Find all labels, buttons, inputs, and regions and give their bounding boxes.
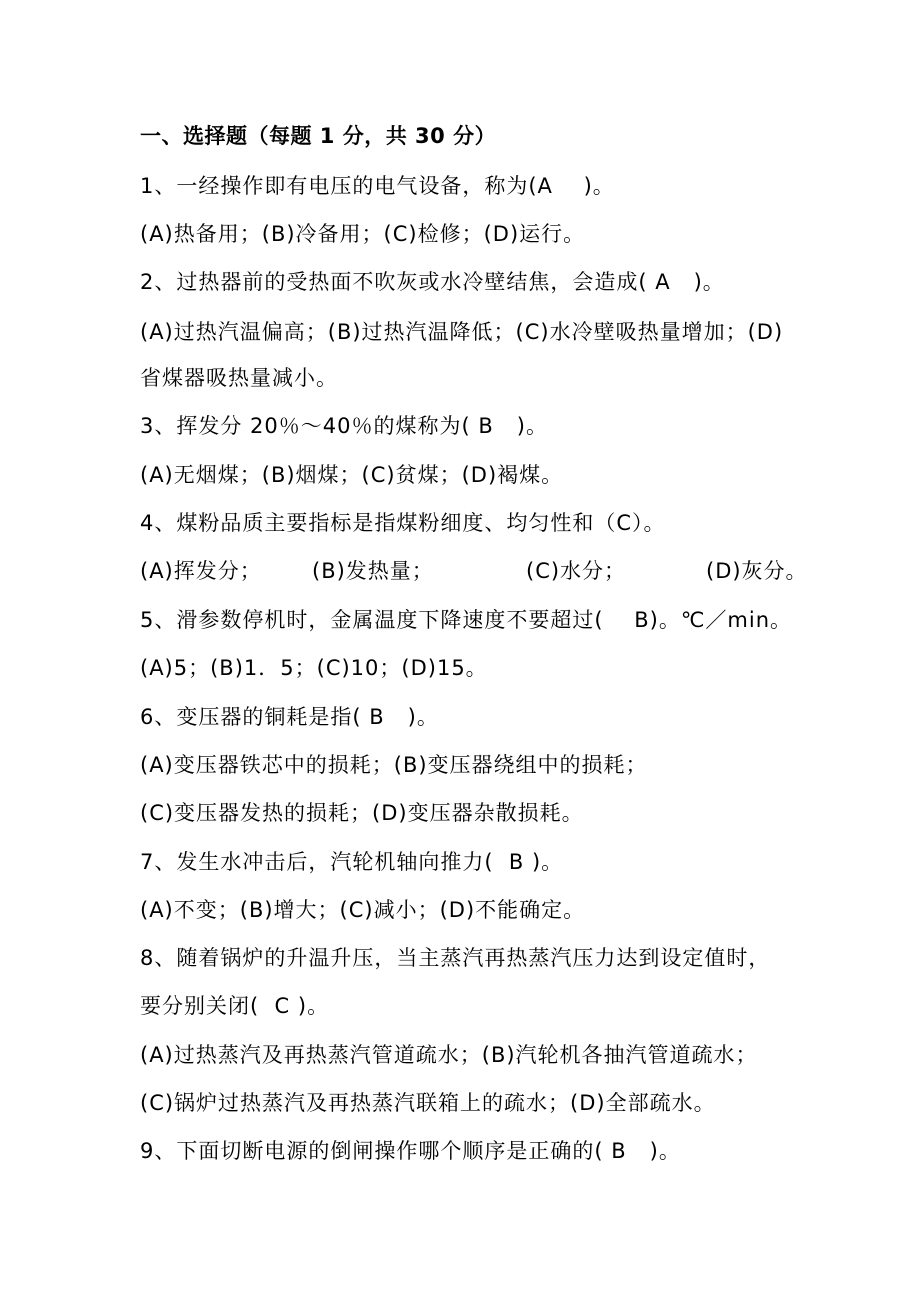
question-2-options-line-1: (A)过热汽温偏高；(B)过热汽温降低；(C)水冷壁吸热量增加；(D) [140, 320, 784, 344]
question-8-line-2: 要分别关闭( C )。 [140, 994, 330, 1018]
q4-option-b: (B)发热量； [312, 559, 434, 583]
question-1: 1、一经操作即有电压的电气设备，称为(A )。 [140, 174, 615, 198]
question-8-options-line-1: (A)过热蒸汽及再热蒸汽管道疏水；(B)汽轮机各抽汽管道疏水； [140, 1043, 758, 1067]
question-1-options: (A)热备用；(B)冷备用；(C)检修；(D)运行。 [140, 222, 586, 246]
question-4-options [140, 557, 900, 725]
question-4: 4、煤粉品质主要指标是指煤粉细度、均匀性和（C）。 [140, 511, 666, 535]
question-2-options-line-2: 省煤器吸热量减小。 [140, 366, 338, 390]
question-7-options: (A)不变；(B)增大；(C)减小；(D)不能确定。 [140, 898, 586, 922]
question-5-options: (A)5；(B)1．5；(C)10；(D)15。 [140, 656, 488, 680]
question-8-line-1: 8、随着锅炉的升温升压，当主蒸汽再热蒸汽压力达到设定值时， [140, 946, 771, 970]
section-title: 一、选择题（每题 1 分，共 30 分） [140, 124, 497, 148]
question-5: 5、滑参数停机时，金属温度下降速度不要超过( B)。℃／min。 [140, 608, 793, 632]
q4-option-a: (A)挥发分； [140, 559, 262, 583]
question-9: 9、下面切断电源的倒闸操作哪个顺序是正确的( B )。 [140, 1139, 681, 1163]
question-8-options-line-2: (C)锅炉过热蒸汽及再热蒸汽联箱上的疏水；(D)全部疏水。 [140, 1091, 716, 1115]
question-6: 6、变压器的铜耗是指( B )。 [140, 705, 439, 729]
question-3-options: (A)无烟煤；(B)烟煤；(C)贫煤；(D)褐煤。 [140, 463, 564, 487]
question-6-options-line-1: (A)变压器铁芯中的损耗；(B)变压器绕组中的损耗； [140, 753, 648, 777]
question-3: 3、挥发分 20％～40％的煤称为( B )。 [140, 414, 548, 438]
q4-option-c: (C)水分； [526, 559, 627, 583]
q4-option-d: (D)灰分。 [706, 559, 808, 583]
question-2: 2、过热器前的受热面不吹灰或水冷壁结焦，会造成( A )。 [140, 270, 725, 294]
question-7: 7、发生水冲击后，汽轮机轴向推力( B )。 [140, 850, 564, 874]
question-6-options-line-2: (C)变压器发热的损耗；(D)变压器杂散损耗。 [140, 801, 584, 825]
